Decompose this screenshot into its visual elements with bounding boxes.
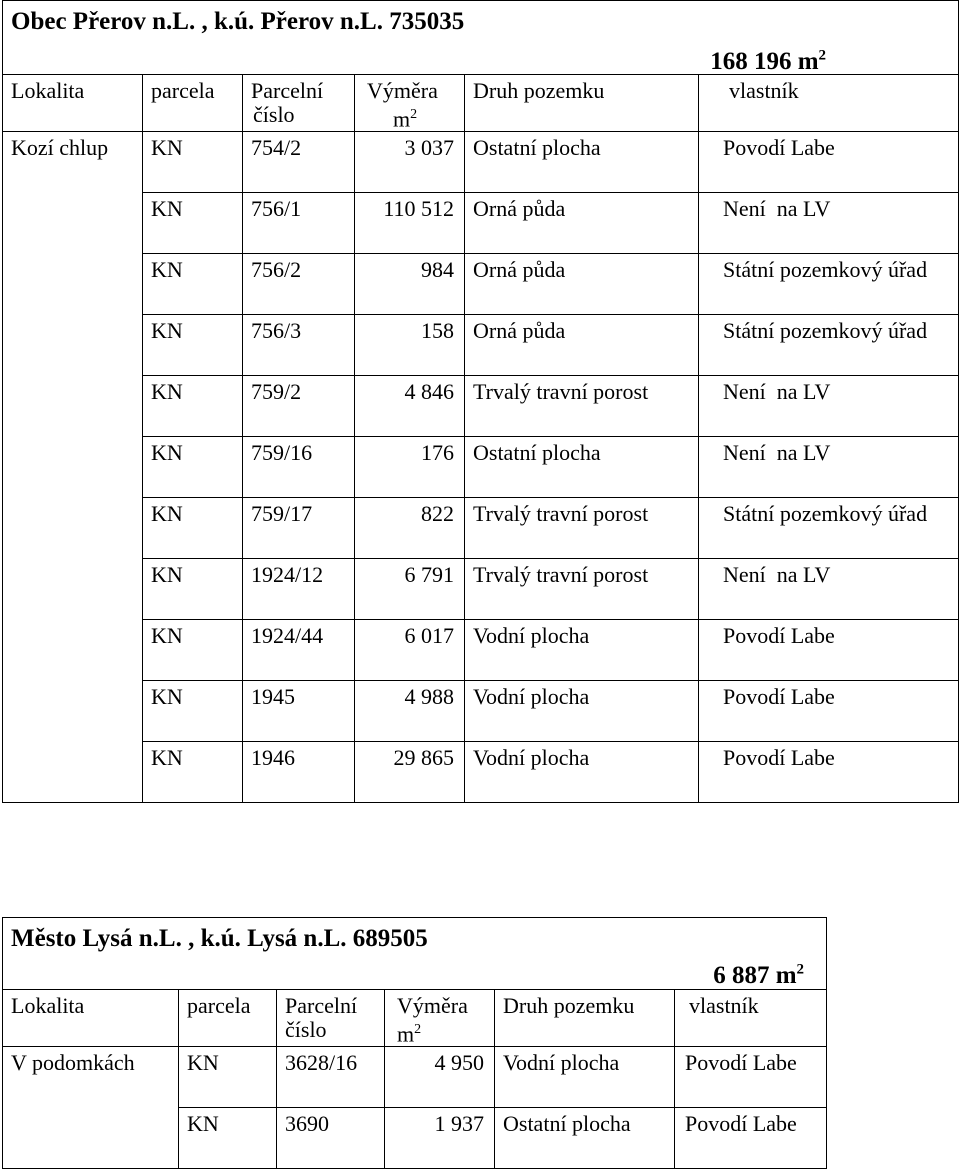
cell-druh: Vodní plocha <box>495 1047 675 1108</box>
header-druh: Druh pozemku <box>495 990 675 1047</box>
cell-vlastnik: Povodí Labe <box>675 1108 827 1169</box>
cell-druh: Trvalý travní porost <box>465 559 699 620</box>
cell-vlastnik: Povodí Labe <box>699 132 959 193</box>
cell-druh: Orná půda <box>465 315 699 376</box>
cell-druh: Trvalý travní porost <box>465 498 699 559</box>
header-vymera-sup: 2 <box>414 1022 422 1037</box>
cell-druh: Vodní plocha <box>465 742 699 803</box>
cell-parcela: KN <box>143 681 243 742</box>
table-row <box>3 620 959 681</box>
cell-parcela: KN <box>143 376 243 437</box>
cell-cislo: 3628/16 <box>277 1047 385 1108</box>
table-row <box>3 193 959 254</box>
cell-lokalita <box>3 315 143 376</box>
cell-druh: Vodní plocha <box>465 620 699 681</box>
header-vymera <box>355 74 465 131</box>
cell-vymera: 176 <box>355 437 465 498</box>
header-vymera-unit <box>363 103 464 131</box>
cell-cislo: 1924/44 <box>243 620 355 681</box>
cell-druh: Trvalý travní porost <box>465 376 699 437</box>
total-area-cell <box>3 44 959 75</box>
cell-vlastnik: Povodí Labe <box>675 1047 827 1108</box>
total-area-value: 6 887 m <box>713 961 797 989</box>
cell-parcela: KN <box>143 254 243 315</box>
total-area-cell <box>3 958 827 990</box>
cell-cislo: 3690 <box>277 1108 385 1169</box>
cell-druh: Vodní plocha <box>465 681 699 742</box>
cell-vlastnik: Státní pozemkový úřad <box>699 254 959 315</box>
cell-parcela: KN <box>143 620 243 681</box>
header-parcela: parcela <box>143 74 243 131</box>
table-row <box>3 498 959 559</box>
cell-lokalita <box>3 254 143 315</box>
cell-cislo: 756/3 <box>243 315 355 376</box>
header-parcelni: Parcelní <box>285 993 358 1018</box>
table-row <box>3 376 959 437</box>
cell-lokalita <box>3 498 143 559</box>
cell-vymera: 4 988 <box>355 681 465 742</box>
table-title: Město Lysá n.L. , k.ú. Lysá n.L. 689505 <box>11 925 428 952</box>
cell-cislo: 756/2 <box>243 254 355 315</box>
cell-parcela: KN <box>179 1108 277 1169</box>
table-row <box>3 437 959 498</box>
table-row <box>3 315 959 376</box>
header-druh: Druh pozemku <box>465 74 699 131</box>
cell-lokalita <box>3 193 143 254</box>
cell-vlastnik: Není na LV <box>699 559 959 620</box>
table-title-cell <box>3 1 959 44</box>
cell-druh: Ostatní plocha <box>495 1108 675 1169</box>
header-parcelni-cislo <box>277 990 385 1047</box>
header-cislo: číslo <box>285 1017 327 1042</box>
cell-parcela: KN <box>143 437 243 498</box>
header-lokalita: Lokalita <box>3 74 143 131</box>
cell-lokalita <box>3 376 143 437</box>
header-lokalita: Lokalita <box>3 990 179 1047</box>
cell-vymera: 984 <box>355 254 465 315</box>
cell-lokalita: V podomkách <box>3 1047 179 1108</box>
header-row <box>3 74 959 131</box>
cell-cislo: 759/17 <box>243 498 355 559</box>
parcel-table-lysa <box>2 917 827 1169</box>
header-parcelni-cislo <box>243 74 355 131</box>
cell-vlastnik: Povodí Labe <box>699 620 959 681</box>
table-row <box>3 1047 827 1108</box>
cell-vymera: 4 950 <box>385 1047 495 1108</box>
total-area <box>713 962 804 989</box>
header-vymera-unit-text: m <box>397 1021 415 1047</box>
cell-vlastnik: Státní pozemkový úřad <box>699 315 959 376</box>
table-row <box>3 1108 827 1169</box>
cell-cislo: 759/2 <box>243 376 355 437</box>
cell-vymera: 822 <box>355 498 465 559</box>
table-row <box>3 254 959 315</box>
cell-vymera: 6 791 <box>355 559 465 620</box>
header-parcelni: Parcelní <box>251 77 324 103</box>
table-row <box>3 132 959 193</box>
header-vymera-label: Výměra <box>397 993 468 1018</box>
total-area <box>710 48 826 75</box>
cell-parcela: KN <box>143 742 243 803</box>
cell-cislo: 1945 <box>243 681 355 742</box>
header-row <box>3 990 827 1047</box>
cell-vymera: 1 937 <box>385 1108 495 1169</box>
cell-lokalita <box>3 742 143 803</box>
parcel-table-prerov <box>2 0 959 803</box>
header-parcela: parcela <box>179 990 277 1047</box>
header-vymera-unit <box>393 1018 494 1046</box>
cell-vlastnik: Povodí Labe <box>699 681 959 742</box>
cell-cislo: 754/2 <box>243 132 355 193</box>
cell-lokalita <box>3 437 143 498</box>
header-vlastnik: vlastník <box>699 74 959 131</box>
cell-parcela: KN <box>143 498 243 559</box>
cell-druh: Orná půda <box>465 193 699 254</box>
total-area-value: 168 196 m <box>710 47 819 75</box>
cell-druh: Orná půda <box>465 254 699 315</box>
table-row <box>3 742 959 803</box>
header-vymera <box>385 990 495 1047</box>
cell-parcela: KN <box>143 132 243 193</box>
cell-lokalita: Kozí chlup <box>3 132 143 193</box>
cell-vlastnik: Povodí Labe <box>699 742 959 803</box>
cell-cislo: 759/16 <box>243 437 355 498</box>
cell-lokalita <box>3 559 143 620</box>
cell-lokalita <box>3 1108 179 1169</box>
cell-vymera: 110 512 <box>355 193 465 254</box>
total-area-sup: 2 <box>796 961 805 978</box>
cell-lokalita <box>3 620 143 681</box>
cell-vlastnik: Není na LV <box>699 437 959 498</box>
cell-vymera: 158 <box>355 315 465 376</box>
header-cislo: číslo <box>253 101 295 127</box>
cell-cislo: 1946 <box>243 742 355 803</box>
cell-parcela: KN <box>179 1047 277 1108</box>
cell-druh: Ostatní plocha <box>465 437 699 498</box>
table-row <box>3 559 959 620</box>
cell-parcela: KN <box>143 315 243 376</box>
cell-parcela: KN <box>143 559 243 620</box>
cell-vymera: 4 846 <box>355 376 465 437</box>
table-row <box>3 681 959 742</box>
cell-vlastnik: Není na LV <box>699 193 959 254</box>
cell-vymera: 6 017 <box>355 620 465 681</box>
cell-druh: Ostatní plocha <box>465 132 699 193</box>
header-vymera-label: Výměra <box>367 77 438 103</box>
cell-parcela: KN <box>143 193 243 254</box>
table-title: Obec Přerov n.L. , k.ú. Přerov n.L. 735035 <box>11 8 465 35</box>
cell-lokalita <box>3 681 143 742</box>
cell-cislo: 756/1 <box>243 193 355 254</box>
header-vymera-sup: 2 <box>410 106 418 122</box>
header-vymera-unit-text: m <box>393 106 411 132</box>
cell-vlastnik: Není na LV <box>699 376 959 437</box>
cell-vlastnik: Státní pozemkový úřad <box>699 498 959 559</box>
header-vlastnik: vlastník <box>675 990 827 1047</box>
table-title-cell <box>3 918 827 958</box>
cell-vymera: 29 865 <box>355 742 465 803</box>
cell-vymera: 3 037 <box>355 132 465 193</box>
total-area-sup: 2 <box>818 47 827 64</box>
cell-cislo: 1924/12 <box>243 559 355 620</box>
